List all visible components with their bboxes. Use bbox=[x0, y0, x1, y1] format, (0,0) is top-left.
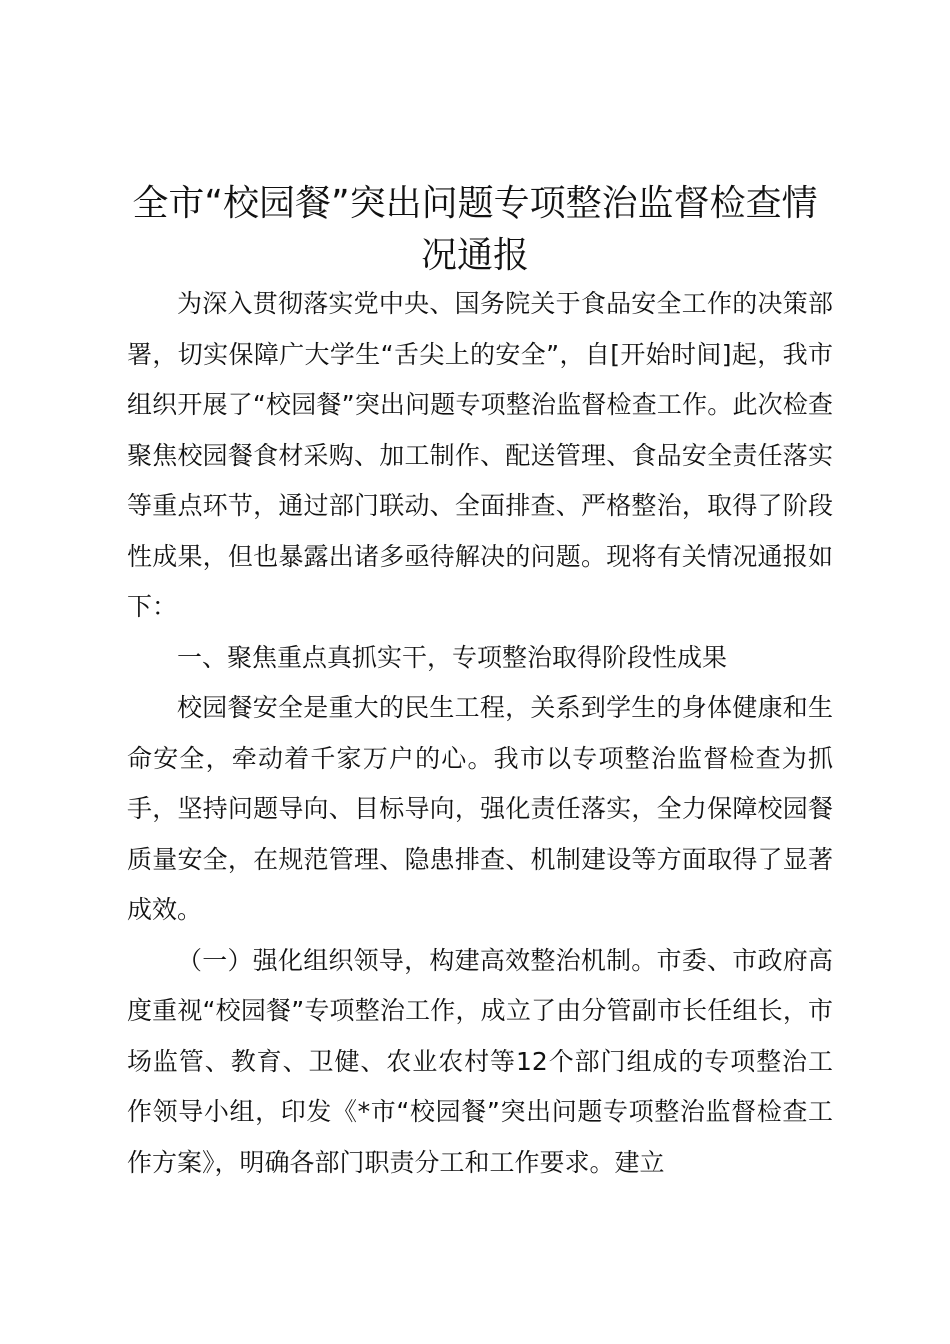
section-1-paragraph: 校园餐安全是重大的民生工程，关系到学生的身体健康和生命安全，牵动着千家万户的心。我市以专项整治监督检查为抓手，坚持问题导向、目标导向，强化责任落实，全力保障校园餐质量安全，在规范管理、隐患排查、机制建设等方面取得了显著成效。 bbox=[127, 693, 833, 924]
intro-paragraph: 为深入贯彻落实党中央、国务院关于食品安全工作的决策部署，切实保障广大学生“舌尖上的安全”，自[开始时间]起，我市组织开展了“校园餐”突出问题专项整治监督检查工作。此次检查聚焦校园餐食材采购、加工制作、配送管理、食品安全责任落实等重点环节，通过部门联动、全面排查、严格整治，取得了阶段性成果，但也暴露出诸多亟待解决的问题。现将有关情况通报如下： bbox=[127, 289, 833, 621]
subsection-1-paragraph: （一）强化组织领导，构建高效整治机制。市委、市政府高度重视“校园餐”专项整治工作，成立了由分管副市长任组长，市场监管、教育、卫健、农业农村等12个部门组成的专项整治工作领导小组，印发《*市“校园餐”突出问题专项整治监督检查工作方案》，明确各部门职责分工和工作要求。建立 bbox=[127, 945, 833, 1177]
section-heading-1: 一、聚焦重点真抓实干，专项整治取得阶段性成果 bbox=[177, 642, 728, 672]
document-body bbox=[127, 279, 833, 1188]
document-title: 全市“校园餐”突出问题专项整治监督检查情况通报 bbox=[132, 183, 818, 276]
